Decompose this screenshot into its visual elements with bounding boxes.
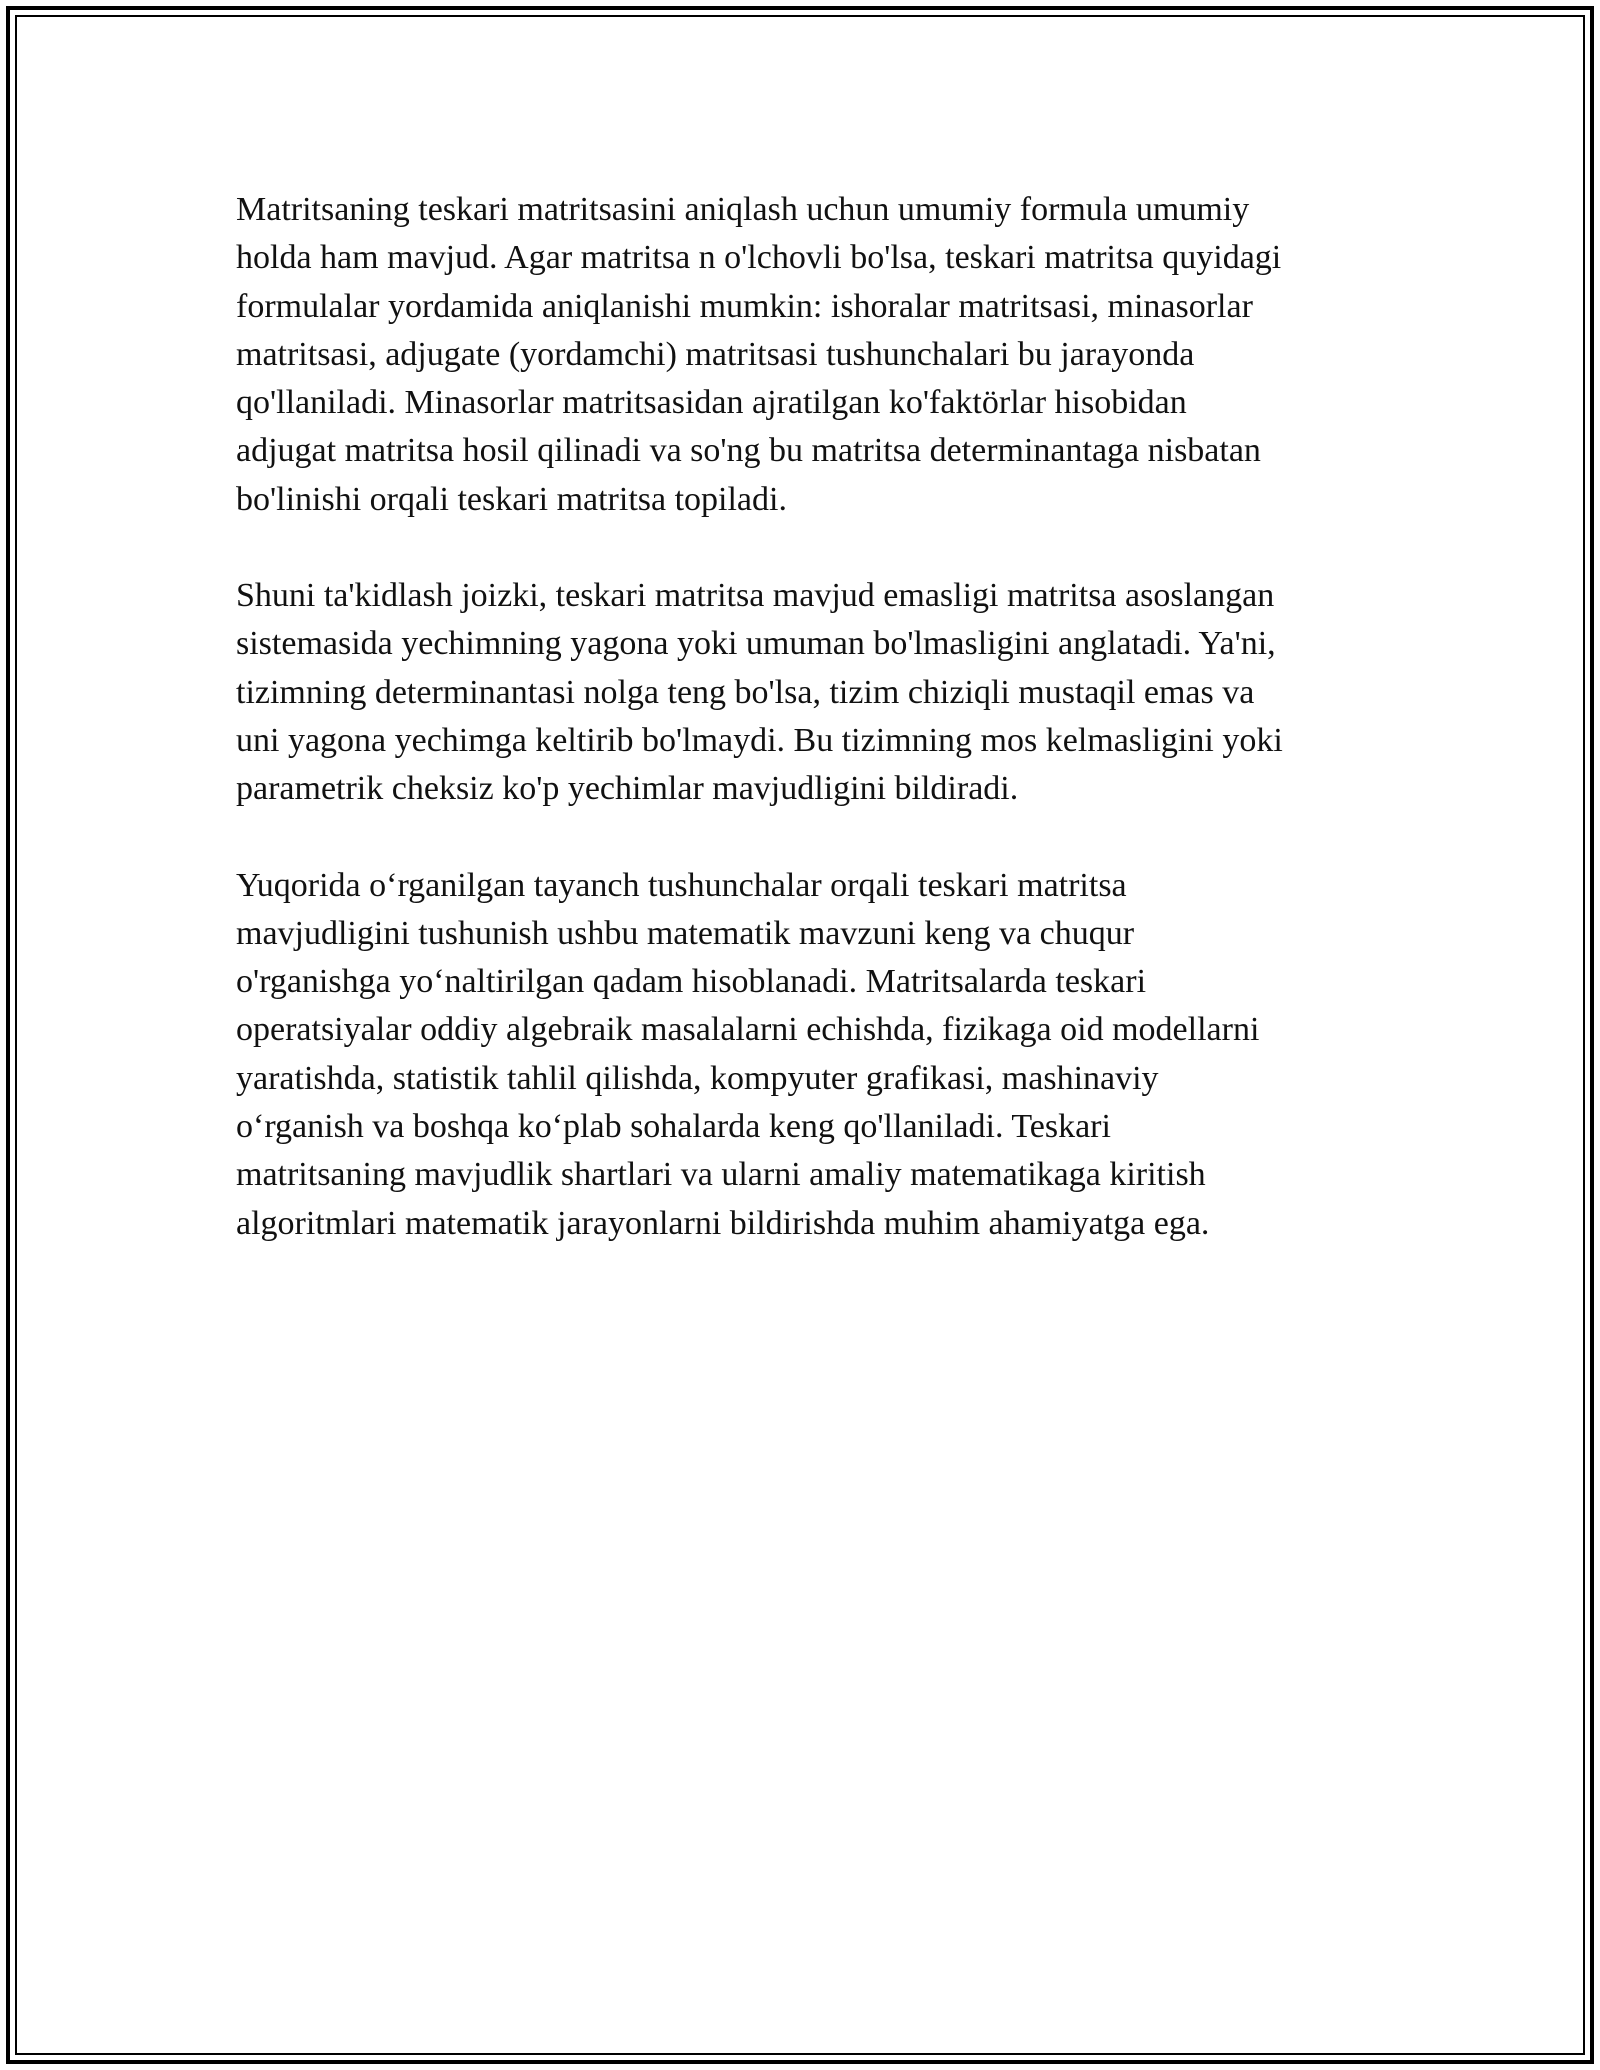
text-line: formulalar yordamida aniqlanishi mumkin: ishoralar matritsasi, minasorlar (236, 287, 1253, 325)
text-line: algoritmlari matematik jarayonlarni bildirishda muhim ahamiyatga ega. (236, 1204, 1210, 1242)
paragraph-2 (236, 572, 1376, 813)
text-line: qo'llaniladi. Minasorlar matritsasidan ajratilgan ko'faktörlar hisobidan (236, 384, 1187, 422)
text-line: holda ham mavjud. Agar matritsa n o'lchovli bo'lsa, teskari matritsa quyidagi (236, 239, 1282, 277)
text-line: Shuni ta'kidlash joizki, teskari matritsa mavjud emasligi matritsa asoslangan (236, 577, 1275, 615)
text-line: uni yagona yechimga keltirib bo'lmaydi. Bu tizimning mos kelmasligini yoki (236, 721, 1283, 759)
text-line: o'rganishga yo‘naltirilgan qadam hisoblanadi. Matritsalarda teskari (236, 963, 1147, 1001)
paragraph-3 (236, 862, 1376, 1248)
text-line: parametrik cheksiz ko'p yechimlar mavjudligini bildiradi. (236, 770, 1019, 808)
text-line: adjugat matritsa hosil qilinadi va so'ng bu matritsa determinantaga nisbatan (236, 432, 1261, 470)
text-line: operatsiyalar oddiy algebraik masalalarni echishda, fizikaga oid modellarni (236, 1011, 1260, 1049)
text-line: matritsasi, adjugate (yordamchi) matritsasi tushunchalari bu jarayonda (236, 335, 1195, 373)
text-line: bo'linishi orqali teskari matritsa topiladi. (236, 480, 787, 518)
paragraph-1 (236, 186, 1376, 524)
text-line: mavjudligini tushunish ushbu matematik mavzuni keng va chuqur (236, 914, 1135, 952)
text-line: Yuqorida o‘rganilgan tayanch tushunchalar orqali teskari matritsa (236, 866, 1127, 904)
text-line: yaratishda, statistik tahlil qilishda, kompyuter grafikasi, mashinaviy (236, 1059, 1159, 1097)
text-line: sistemasida yechimning yagona yoki umuman bo'lmasligini anglatadi. Ya'ni, (236, 625, 1276, 663)
text-line: Matritsaning teskari matritsasini aniqlash uchun umumiy formula umumiy (236, 191, 1250, 228)
text-line: matritsaning mavjudlik shartlari va ularni amaliy matematikaga kiritish (236, 1156, 1206, 1194)
text-line: tizimning determinantasi nolga teng bo'lsa, tizim chiziqli mustaqil emas va (236, 673, 1255, 711)
text-line: o‘rganish va boshqa ko‘plab sohalarda keng qo'llaniladi. Teskari (236, 1108, 1111, 1146)
document-body (236, 186, 1376, 1296)
